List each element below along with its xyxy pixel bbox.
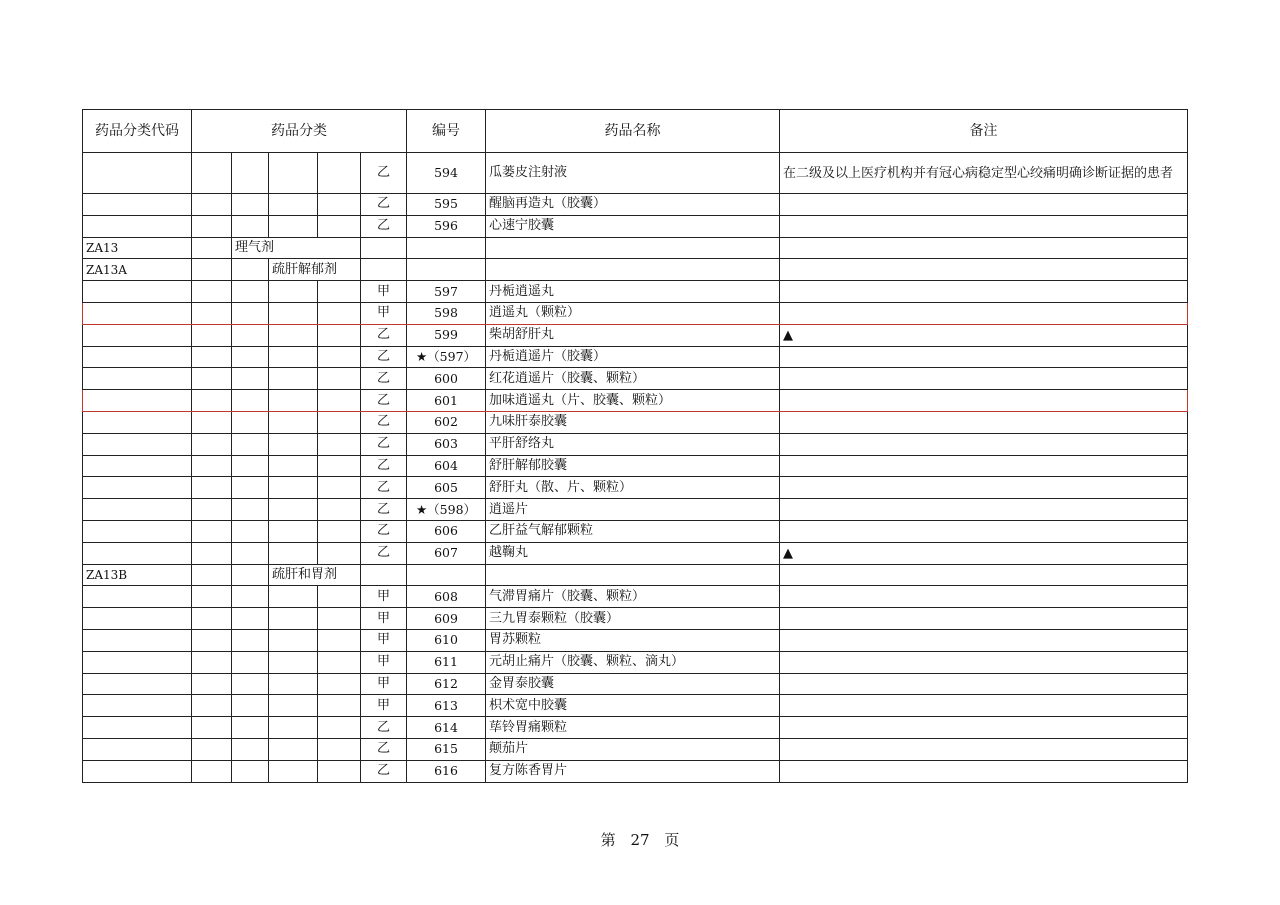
table-row: [83, 368, 1188, 390]
cell-cat-blank: [192, 520, 232, 542]
cell-number: 616: [407, 760, 486, 782]
cell-code: [83, 324, 192, 346]
table-row: [83, 586, 1188, 608]
cell-drug-name: 气滞胃痛片（胶囊、颗粒）: [486, 586, 780, 608]
cell-grade: 乙: [361, 194, 407, 216]
cell-cat-blank: [318, 629, 361, 651]
table-row: [83, 738, 1188, 760]
cell-cat-blank: [269, 477, 318, 499]
cell-cat-blank: [192, 302, 232, 324]
header-note: 备注: [780, 110, 1188, 153]
cell-code: [83, 717, 192, 739]
table-row: [83, 673, 1188, 695]
cell-note: [780, 499, 1188, 521]
cell-drug-name: 乙肝益气解郁颗粒: [486, 520, 780, 542]
cell-code: [83, 194, 192, 216]
cell-grade: 甲: [361, 586, 407, 608]
cell-code: [83, 629, 192, 651]
cell-code: [83, 651, 192, 673]
cell-grade: 乙: [361, 215, 407, 237]
cell-cat-blank: [318, 455, 361, 477]
cell-cat-blank: [192, 368, 232, 390]
cell-note: [780, 411, 1188, 433]
cell-cat-blank: [192, 717, 232, 739]
cell-code: [83, 695, 192, 717]
cell-number: 615: [407, 738, 486, 760]
cell-cat-blank: [269, 760, 318, 782]
cell-grade: 乙: [361, 477, 407, 499]
cell-number: 611: [407, 651, 486, 673]
cell-cat-blank: [232, 629, 269, 651]
cell-code: [83, 215, 192, 237]
cell-category-level1: 理气剂: [232, 237, 361, 259]
cell-cat-blank: [192, 346, 232, 368]
cell-cat-blank: [318, 390, 361, 412]
cell-note: [780, 455, 1188, 477]
cell-cat-blank: [232, 153, 269, 194]
cell-cat-blank: [269, 542, 318, 564]
cell-cat-blank: [318, 499, 361, 521]
cell-drug-name: 丹栀逍遥片（胶囊）: [486, 346, 780, 368]
cell-cat-blank: [269, 673, 318, 695]
cell-cat-blank: [269, 717, 318, 739]
cell-cat-blank: [318, 194, 361, 216]
cell-cat-blank: [192, 237, 232, 259]
cell-grade: 甲: [361, 608, 407, 630]
cell-grade: 甲: [361, 673, 407, 695]
table-row: [83, 346, 1188, 368]
cell-number: 613: [407, 695, 486, 717]
cell-number: 594: [407, 153, 486, 194]
table-row: [83, 542, 1188, 564]
cell-code: [83, 433, 192, 455]
cell-cat-blank: [318, 346, 361, 368]
cell-cat-blank: [269, 499, 318, 521]
cell-grade: 乙: [361, 520, 407, 542]
cell-cat-blank: [318, 586, 361, 608]
cell-cat-blank: [318, 433, 361, 455]
cell-code: [83, 346, 192, 368]
cell-note: [780, 346, 1188, 368]
cell-cat-blank: [318, 695, 361, 717]
header-number: 编号: [407, 110, 486, 153]
cell-number: 596: [407, 215, 486, 237]
cell-grade: [361, 237, 407, 259]
cell-cat-blank: [269, 411, 318, 433]
cell-code: [83, 455, 192, 477]
cell-grade: 乙: [361, 455, 407, 477]
cell-note: [780, 194, 1188, 216]
cell-cat-blank: [318, 520, 361, 542]
cell-grade: 乙: [361, 542, 407, 564]
cell-note: [780, 629, 1188, 651]
cell-code: [83, 411, 192, 433]
cell-note: [780, 520, 1188, 542]
cell-note: [780, 608, 1188, 630]
cell-code: [83, 477, 192, 499]
cell-drug-name: 金胃泰胶囊: [486, 673, 780, 695]
cell-cat-blank: [232, 390, 269, 412]
cell-grade: 乙: [361, 368, 407, 390]
cell-code: [83, 281, 192, 303]
cell-drug-name: [486, 237, 780, 259]
cell-code: [83, 673, 192, 695]
cell-cat-blank: [318, 281, 361, 303]
table-row: [83, 153, 1188, 194]
table-row: [83, 194, 1188, 216]
cell-cat-blank: [269, 368, 318, 390]
table-row: [83, 629, 1188, 651]
cell-number: 606: [407, 520, 486, 542]
table-body: [83, 153, 1188, 783]
cell-cat-blank: [318, 651, 361, 673]
cell-cat-blank: [192, 324, 232, 346]
cell-cat-blank: [269, 738, 318, 760]
cell-drug-name: 胃苏颗粒: [486, 629, 780, 651]
cell-cat-blank: [232, 695, 269, 717]
cell-note: [780, 215, 1188, 237]
cell-cat-blank: [232, 215, 269, 237]
cell-grade: 乙: [361, 411, 407, 433]
cell-cat-blank: [232, 194, 269, 216]
cell-cat-blank: [318, 608, 361, 630]
cell-number: [407, 564, 486, 586]
table-row: [83, 760, 1188, 782]
cell-cat-blank: [269, 390, 318, 412]
cell-cat-blank: [318, 717, 361, 739]
cell-cat-blank: [192, 564, 232, 586]
cell-drug-name: 舒肝丸（散、片、颗粒）: [486, 477, 780, 499]
cell-code: ZA13A: [83, 259, 192, 281]
cell-grade: 乙: [361, 760, 407, 782]
cell-number: [407, 237, 486, 259]
table-row: [83, 390, 1188, 412]
cell-drug-name: 越鞠丸: [486, 542, 780, 564]
cell-code: [83, 542, 192, 564]
cell-number: 603: [407, 433, 486, 455]
cell-drug-name: 颠茄片: [486, 738, 780, 760]
cell-cat-blank: [269, 455, 318, 477]
table-row: [83, 433, 1188, 455]
cell-cat-blank: [318, 738, 361, 760]
cell-cat-blank: [232, 368, 269, 390]
cell-cat-blank: [318, 368, 361, 390]
cell-cat-blank: [269, 586, 318, 608]
page-footer: [0, 829, 1280, 850]
cell-cat-blank: [192, 455, 232, 477]
cell-cat-blank: [269, 520, 318, 542]
cell-code: [83, 153, 192, 194]
table-row: [83, 237, 1188, 259]
cell-drug-name: 红花逍遥片（胶囊、颗粒）: [486, 368, 780, 390]
table-row: [83, 411, 1188, 433]
cell-note: [780, 738, 1188, 760]
cell-grade: 乙: [361, 717, 407, 739]
cell-cat-blank: [318, 153, 361, 194]
cell-number: 610: [407, 629, 486, 651]
cell-cat-blank: [232, 302, 269, 324]
cell-drug-name: [486, 259, 780, 281]
cell-note: [780, 586, 1188, 608]
cell-cat-blank: [269, 629, 318, 651]
cell-number: 602: [407, 411, 486, 433]
cell-grade: 乙: [361, 390, 407, 412]
cell-grade: 甲: [361, 629, 407, 651]
cell-note: 在二级及以上医疗机构并有冠心病稳定型心绞痛明确诊断证据的患者: [780, 153, 1188, 194]
cell-grade: 甲: [361, 302, 407, 324]
cell-drug-name: 瓜蒌皮注射液: [486, 153, 780, 194]
cell-grade: 乙: [361, 738, 407, 760]
cell-cat-blank: [192, 608, 232, 630]
table-row: [83, 717, 1188, 739]
table-row: [83, 215, 1188, 237]
cell-category-level2: 疏肝和胃剂: [269, 564, 361, 586]
cell-cat-blank: [318, 673, 361, 695]
cell-note: [780, 564, 1188, 586]
cell-grade: 甲: [361, 651, 407, 673]
table-row: [83, 477, 1188, 499]
cell-cat-blank: [192, 390, 232, 412]
cell-cat-blank: [318, 324, 361, 346]
cell-cat-blank: [192, 542, 232, 564]
cell-number: 612: [407, 673, 486, 695]
table-row: [83, 455, 1188, 477]
cell-note: [780, 281, 1188, 303]
footer-suffix: 页: [664, 831, 680, 849]
cell-grade: [361, 564, 407, 586]
cell-cat-blank: [232, 542, 269, 564]
cell-cat-blank: [232, 324, 269, 346]
cell-cat-blank: [232, 520, 269, 542]
cell-number: 604: [407, 455, 486, 477]
table-row: [83, 259, 1188, 281]
cell-note: [780, 760, 1188, 782]
page-number: 27: [630, 831, 650, 849]
cell-note: ▲: [780, 542, 1188, 564]
cell-drug-name: 逍遥片: [486, 499, 780, 521]
cell-cat-blank: [318, 215, 361, 237]
cell-drug-name: 逍遥丸（颗粒）: [486, 302, 780, 324]
cell-cat-blank: [192, 651, 232, 673]
cell-cat-blank: [269, 608, 318, 630]
cell-drug-name: 九味肝泰胶囊: [486, 411, 780, 433]
cell-grade: 乙: [361, 153, 407, 194]
cell-drug-name: 丹栀逍遥丸: [486, 281, 780, 303]
cell-grade: 甲: [361, 281, 407, 303]
cell-cat-blank: [192, 673, 232, 695]
cell-category-level2: 疏肝解郁剂: [269, 259, 361, 281]
table-row: [83, 324, 1188, 346]
cell-drug-name: 舒肝解郁胶囊: [486, 455, 780, 477]
cell-code: [83, 499, 192, 521]
cell-number: ★（597）: [407, 346, 486, 368]
drug-catalog-table: [82, 109, 1188, 783]
cell-cat-blank: [269, 324, 318, 346]
table-row: [83, 302, 1188, 324]
header-category: 药品分类: [192, 110, 407, 153]
cell-number: ★（598）: [407, 499, 486, 521]
cell-cat-blank: [192, 153, 232, 194]
cell-cat-blank: [232, 281, 269, 303]
cell-cat-blank: [269, 346, 318, 368]
cell-code: [83, 368, 192, 390]
cell-cat-blank: [318, 760, 361, 782]
table-row: [83, 499, 1188, 521]
table-row: [83, 695, 1188, 717]
cell-cat-blank: [318, 411, 361, 433]
cell-cat-blank: [192, 477, 232, 499]
table-row: [83, 608, 1188, 630]
footer-prefix: 第: [600, 831, 616, 849]
cell-cat-blank: [192, 629, 232, 651]
table-header-row: [83, 110, 1188, 153]
cell-cat-blank: [269, 194, 318, 216]
cell-cat-blank: [269, 651, 318, 673]
cell-cat-blank: [232, 455, 269, 477]
cell-note: [780, 390, 1188, 412]
cell-drug-name: 元胡止痛片（胶囊、颗粒、滴丸）: [486, 651, 780, 673]
cell-cat-blank: [192, 259, 232, 281]
cell-note: [780, 717, 1188, 739]
cell-drug-name: 复方陈香胃片: [486, 760, 780, 782]
cell-drug-name: 枳术宽中胶囊: [486, 695, 780, 717]
cell-number: 609: [407, 608, 486, 630]
cell-cat-blank: [192, 738, 232, 760]
cell-cat-blank: [192, 281, 232, 303]
cell-number: 614: [407, 717, 486, 739]
cell-code: [83, 520, 192, 542]
cell-note: ▲: [780, 324, 1188, 346]
cell-cat-blank: [232, 586, 269, 608]
cell-note: [780, 695, 1188, 717]
cell-cat-blank: [192, 411, 232, 433]
cell-cat-blank: [232, 651, 269, 673]
cell-grade: 乙: [361, 499, 407, 521]
cell-cat-blank: [232, 411, 269, 433]
cell-drug-name: 加味逍遥丸（片、胶囊、颗粒）: [486, 390, 780, 412]
cell-grade: [361, 259, 407, 281]
cell-number: 597: [407, 281, 486, 303]
cell-drug-name: [486, 564, 780, 586]
cell-cat-blank: [318, 542, 361, 564]
cell-cat-blank: [269, 302, 318, 324]
cell-drug-name: 平肝舒络丸: [486, 433, 780, 455]
cell-number: 595: [407, 194, 486, 216]
table-row: [83, 651, 1188, 673]
cell-cat-blank: [269, 433, 318, 455]
cell-number: 601: [407, 390, 486, 412]
cell-code: ZA13: [83, 237, 192, 259]
cell-note: [780, 673, 1188, 695]
cell-code: [83, 760, 192, 782]
cell-note: [780, 302, 1188, 324]
cell-cat-blank: [232, 499, 269, 521]
cell-code: ZA13B: [83, 564, 192, 586]
cell-code: [83, 608, 192, 630]
table-row: [83, 520, 1188, 542]
cell-number: 605: [407, 477, 486, 499]
cell-cat-blank: [232, 608, 269, 630]
cell-note: [780, 237, 1188, 259]
table-row: [83, 281, 1188, 303]
cell-grade: 乙: [361, 346, 407, 368]
cell-cat-blank: [232, 738, 269, 760]
cell-grade: 乙: [361, 433, 407, 455]
cell-cat-blank: [232, 717, 269, 739]
cell-cat-blank: [232, 564, 269, 586]
cell-note: [780, 433, 1188, 455]
cell-cat-blank: [232, 346, 269, 368]
cell-cat-blank: [269, 153, 318, 194]
cell-code: [83, 302, 192, 324]
cell-number: 607: [407, 542, 486, 564]
cell-note: [780, 651, 1188, 673]
cell-cat-blank: [232, 259, 269, 281]
cell-drug-name: 醒脑再造丸（胶囊）: [486, 194, 780, 216]
cell-cat-blank: [232, 760, 269, 782]
cell-cat-blank: [318, 477, 361, 499]
cell-drug-name: 荜铃胃痛颗粒: [486, 717, 780, 739]
cell-cat-blank: [269, 695, 318, 717]
cell-drug-name: 心速宁胶囊: [486, 215, 780, 237]
cell-note: [780, 259, 1188, 281]
cell-cat-blank: [192, 194, 232, 216]
cell-cat-blank: [269, 281, 318, 303]
cell-note: [780, 477, 1188, 499]
cell-drug-name: 柴胡舒肝丸: [486, 324, 780, 346]
cell-cat-blank: [192, 695, 232, 717]
header-code: 药品分类代码: [83, 110, 192, 153]
cell-grade: 乙: [361, 324, 407, 346]
cell-number: 600: [407, 368, 486, 390]
header-name: 药品名称: [486, 110, 780, 153]
cell-grade: 甲: [361, 695, 407, 717]
cell-drug-name: 三九胃泰颗粒（胶囊）: [486, 608, 780, 630]
table-row: [83, 564, 1188, 586]
cell-number: 598: [407, 302, 486, 324]
cell-code: [83, 738, 192, 760]
cell-number: 608: [407, 586, 486, 608]
cell-number: [407, 259, 486, 281]
cell-number: 599: [407, 324, 486, 346]
cell-cat-blank: [232, 433, 269, 455]
cell-cat-blank: [192, 499, 232, 521]
cell-cat-blank: [192, 433, 232, 455]
cell-code: [83, 586, 192, 608]
cell-cat-blank: [232, 673, 269, 695]
cell-cat-blank: [192, 586, 232, 608]
cell-code: [83, 390, 192, 412]
cell-cat-blank: [192, 760, 232, 782]
cell-note: [780, 368, 1188, 390]
cell-cat-blank: [192, 215, 232, 237]
cell-cat-blank: [318, 302, 361, 324]
cell-cat-blank: [232, 477, 269, 499]
cell-cat-blank: [269, 215, 318, 237]
